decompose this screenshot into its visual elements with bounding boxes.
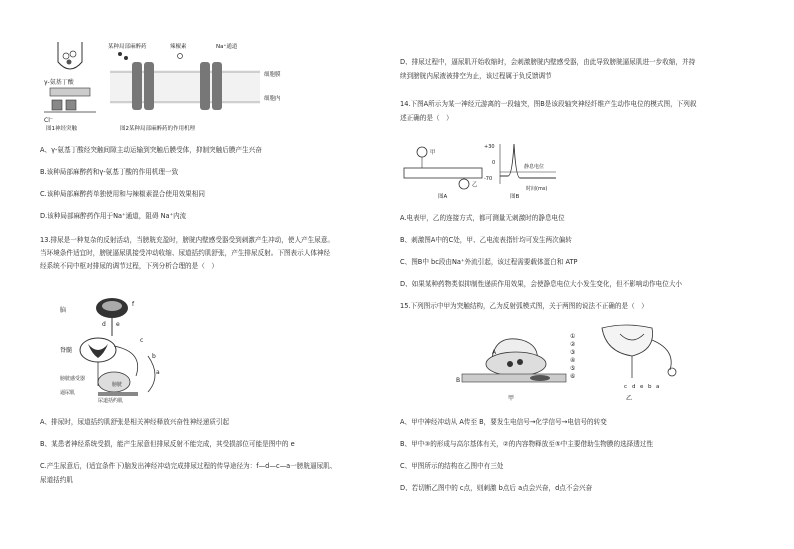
synapse-diagram xyxy=(44,42,96,112)
fig1-caption: 图1神经突触 xyxy=(46,126,77,132)
q14-option-b: B、刺激图A中的C处，甲、乙电流表指针均可发生两次偏转 xyxy=(400,236,572,244)
q14-option-d: D、如果某种药物类似抑制性递质作用效果，会使静息电位大小发生变化，但不影响动作电位大小 xyxy=(400,280,683,288)
fig3-label-jia: 甲 xyxy=(430,150,436,156)
q12-option-b: B.该种局部麻醉药和γ-氨基丁酸的作用机理一致 xyxy=(40,168,179,176)
fig4-caption-yi: 乙 xyxy=(626,395,633,402)
fig2-label-c: c xyxy=(140,337,144,344)
fig2-label-spinal-cord: 脊髓 xyxy=(60,347,73,354)
spinal-cord-drawing xyxy=(80,338,116,362)
reflex-arc-drawing xyxy=(602,325,676,378)
fig2-label-detrusor: 逼尿肌 xyxy=(60,390,76,396)
q12-option-a: A、γ-氨基丁酸经突触间隙主动运输到突触后膜受体，抑制突触后膜产生兴奋 xyxy=(40,146,262,154)
fig2-label-b: b xyxy=(152,353,156,360)
fig2-label-receptor: 膀胱感受器 xyxy=(60,376,86,382)
fig2-label-e: e xyxy=(116,321,120,328)
q12-option-c: C.该种局部麻醉药单独使用和与辣椒素混合使用效果相同 xyxy=(40,190,205,198)
fig3-caption-b: 图B xyxy=(510,194,520,200)
capsaicin-label: 辣椒素 xyxy=(170,44,187,50)
fig4-label-a: A xyxy=(492,349,497,356)
synapse-anesthetic-figure xyxy=(40,40,290,132)
axon-drawing xyxy=(404,147,482,189)
fig3-label-zero: 0 xyxy=(492,160,496,166)
fig4-label-6: ⑥ xyxy=(570,373,576,380)
fig4-label-5: ⑤ xyxy=(570,365,576,372)
fig3-label-minus70: -70 xyxy=(484,176,493,182)
fig2-caption: 图2某种局部麻醉药的作用机理 xyxy=(120,126,196,132)
membrane-diagram xyxy=(110,52,260,110)
brain-drawing xyxy=(96,298,128,336)
fig4-label-3: ③ xyxy=(570,349,576,356)
q12-option-d: D.该种局部麻醉药作用于Na⁺通道，阻碍 Na⁺内流 xyxy=(40,212,187,220)
fig4-label-c: c xyxy=(624,384,628,390)
q15-option-b: B、甲中③的形成与高尔基体有关，②的内容物释放至⑤中主要借助生物膜的选择透过性 xyxy=(400,440,654,448)
fig3-label-time: 时间(ms) xyxy=(526,186,548,192)
synapse-reflex-figure xyxy=(456,320,686,408)
q14-stem-line2: 述正确的是（ ） xyxy=(400,114,453,122)
q14-option-c: C、图B中 bc段由Na⁺外流引起，该过程需要载体蛋白和 ATP xyxy=(400,258,578,266)
fig4-label-1: ① xyxy=(570,333,576,340)
cell-interior-label: 细胞内 xyxy=(264,96,281,102)
fig4-label-b2: b xyxy=(648,384,652,390)
q15-option-c: C、甲图所示的结构在乙图中有三处 xyxy=(400,462,504,470)
q13-option-c-line2: 尿道括约肌 xyxy=(40,476,73,484)
q13-option-a: A、排尿时，尿道括约肌舒张是相关神经释放兴奋性神经递质引起 xyxy=(40,418,230,426)
fig2-label-f: f xyxy=(132,301,135,308)
q13-option-b: B、某患者神经系统受损，能产生尿意但排尿反射不能完成，其受损部位可能是图中的 e xyxy=(40,440,295,448)
gaba-label: γ-氨基丁酸 xyxy=(44,79,74,86)
synapse-structure-drawing xyxy=(462,339,566,382)
fig4-caption-jia: 甲 xyxy=(508,395,515,402)
fig4-label-2: ② xyxy=(570,341,576,348)
fig2-label-brain: 脑 xyxy=(60,307,67,314)
fig2-label-bladder: 膀胱 xyxy=(112,382,123,388)
q13-stem-line2: 当环境条件适宜时，膀胱逼尿肌接受冲动收缩、尿道括约肌舒张，产生排尿反射。下图表示人体神经 xyxy=(40,249,331,257)
q13-option-c-line1: C.产生尿意后，(适宜条件下)脑发出神经冲动完成排尿过程的传导途径为：f—d—c—a一膀胱逼尿肌、 xyxy=(40,462,337,470)
q13-option-d-line2: 续到膀胱内尿液被排空为止，该过程属于负反馈调节 xyxy=(400,72,552,80)
fig2-label-d: d xyxy=(102,321,106,328)
cell-membrane-label: 细胞膜 xyxy=(264,72,281,78)
q13-stem-line3: 经系统不同中枢对排尿的调节过程，下列分析合理的是（ ） xyxy=(40,262,219,270)
fig3-label-plus30: +30 xyxy=(484,144,495,150)
cl-label: Cl⁻ xyxy=(44,117,54,124)
fig2-label-a: a xyxy=(156,369,160,376)
fig4-label-a2: a xyxy=(656,384,660,390)
fig2-label-sphincter: 尿道括约肌 xyxy=(98,398,124,404)
fig4-label-4: ④ xyxy=(570,357,576,364)
anesthetic-label: 某种局部麻醉药 xyxy=(108,44,147,50)
q14-option-a: A.电表甲，乙的连接方式，都可测量无刺激时的静息电位 xyxy=(400,214,565,222)
urination-reflex-figure xyxy=(58,296,188,404)
fig4-label-d: d xyxy=(632,384,636,390)
fig4-label-e: e xyxy=(640,384,644,390)
na-channel-label: Na⁺通道 xyxy=(216,44,238,50)
action-potential-figure xyxy=(400,138,560,202)
fig3-label-yi: 乙 xyxy=(472,182,478,188)
q14-stem-line1: 14.下图A所示为某一神经元游离的一段轴突，图B是该段轴突神经纤维产生动作电位的模式图，下列叙 xyxy=(400,100,697,108)
fig3-caption-a: 图A xyxy=(438,194,448,200)
q15-option-a: A、甲中神经冲动从 A传至 B，要发生电信号→化学信号→电信号的转变 xyxy=(400,418,607,426)
q13-stem-line1: 13.排尿是一种复杂的反射活动，当膀胱充盈时，膀胱内壁感受器受到刺激产生冲动，使人产生尿意。 xyxy=(40,236,335,244)
q15-stem: 15.下列图示中甲为突触结构，乙为反射弧模式图，关于两图的说法不正确的是（ ） xyxy=(400,302,648,310)
q15-option-d: D、若切断乙图中的 c点，则刺激 b点后 a点会兴奋，d点不会兴奋 xyxy=(400,484,593,492)
q13-option-d-line1: D、排尿过程中，逼尿肌开始收缩时，会刺激膀胱内壁感受器，由此导致膀胱逼尿肌进一步收缩，并持 xyxy=(400,58,696,66)
fig4-label-b: B xyxy=(456,377,461,384)
fig3-label-resting: 静息电位 xyxy=(524,164,545,170)
